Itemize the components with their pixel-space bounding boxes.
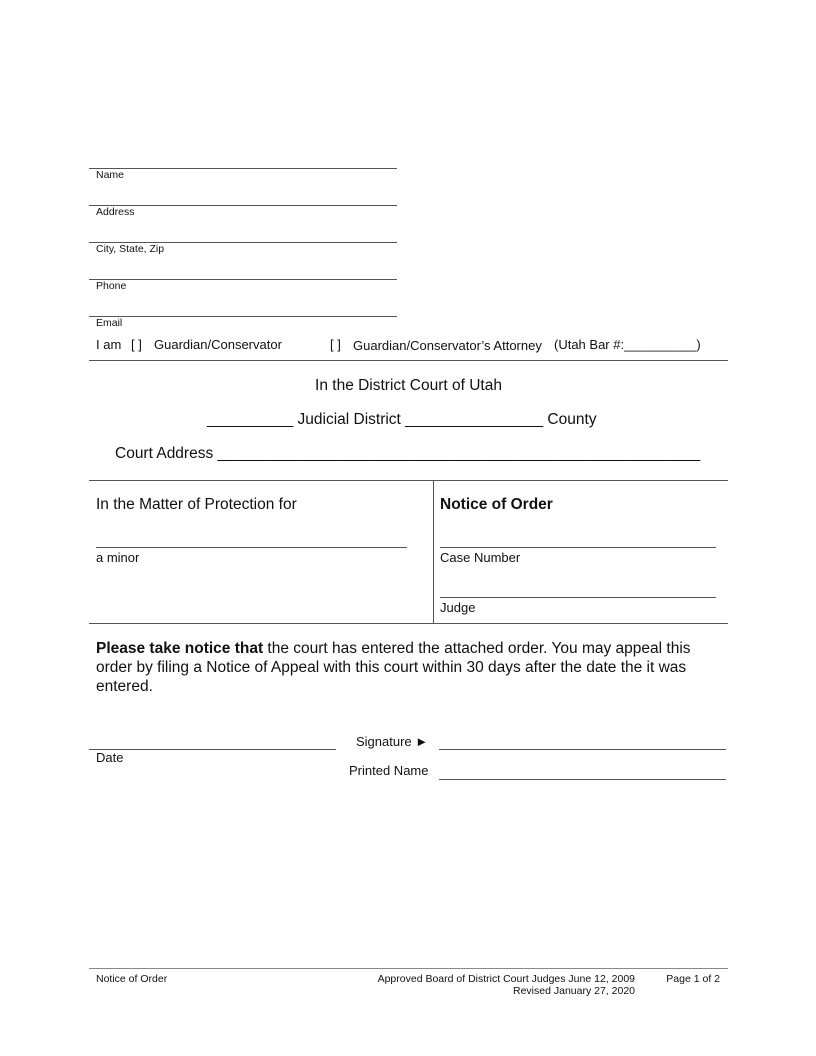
address-line[interactable]: [89, 205, 397, 206]
email-line[interactable]: [89, 316, 397, 317]
role-prefix: I am: [96, 337, 122, 352]
signature-line[interactable]: [439, 749, 726, 750]
case-number-line[interactable]: [440, 547, 716, 548]
attorney-option-label: Guardian/Conservator’s Attorney: [353, 338, 542, 353]
phone-line[interactable]: [89, 279, 397, 280]
court-name: In the District Court of Utah: [315, 377, 502, 394]
caption-bottom-border: [89, 623, 728, 624]
footer-revised-date: Revised January 27, 2020: [513, 985, 635, 997]
printed-name-line[interactable]: [439, 779, 726, 780]
attorney-checkbox[interactable]: [ ]: [330, 337, 341, 352]
email-label: Email: [96, 317, 123, 329]
signature-label: Signature ►: [356, 734, 429, 749]
notice-paragraph: [96, 639, 722, 696]
caption-top-border: [89, 480, 728, 481]
phone-label: Phone: [96, 280, 127, 292]
name-label: Name: [96, 169, 125, 181]
court-address-line[interactable]: Court Address ________________________________________________________: [115, 445, 701, 462]
utah-bar-number-field[interactable]: (Utah Bar #:__________): [554, 337, 701, 352]
footer-page-number: Page 1 of 2: [666, 973, 720, 985]
judge-line[interactable]: [440, 597, 716, 598]
document-title: Notice of Order: [440, 496, 553, 513]
notice-lead: Please take notice that: [96, 640, 264, 657]
case-number-label: Case Number: [440, 550, 521, 565]
city-state-zip-label: City, State, Zip: [96, 243, 165, 255]
caption-divider: [433, 480, 434, 623]
footer-approved-date: Approved Board of District Court Judges June 12, 2009: [377, 973, 635, 985]
minor-name-line[interactable]: [96, 547, 407, 548]
notice-body: the court has entered the attached order. You may appeal this order by filing a Notice of Appeal with this court within 30 days after the date the it was entered.: [96, 640, 691, 695]
footer-form-title: Notice of Order: [96, 973, 168, 985]
printed-name-label: Printed Name: [349, 763, 429, 778]
minor-label: a minor: [96, 550, 140, 565]
date-line[interactable]: [89, 749, 336, 750]
guardian-option-label: Guardian/Conservator: [154, 337, 282, 352]
matter-title: In the Matter of Protection for: [96, 496, 297, 513]
date-label: Date: [96, 750, 124, 765]
judge-label: Judge: [440, 600, 476, 615]
footer-divider: [89, 968, 728, 969]
address-label: Address: [96, 206, 135, 218]
guardian-checkbox[interactable]: [ ]: [131, 337, 142, 352]
name-line[interactable]: [89, 168, 397, 169]
header-divider: [89, 360, 728, 361]
district-county-line[interactable]: __________ Judicial District ________________ County: [207, 411, 597, 428]
